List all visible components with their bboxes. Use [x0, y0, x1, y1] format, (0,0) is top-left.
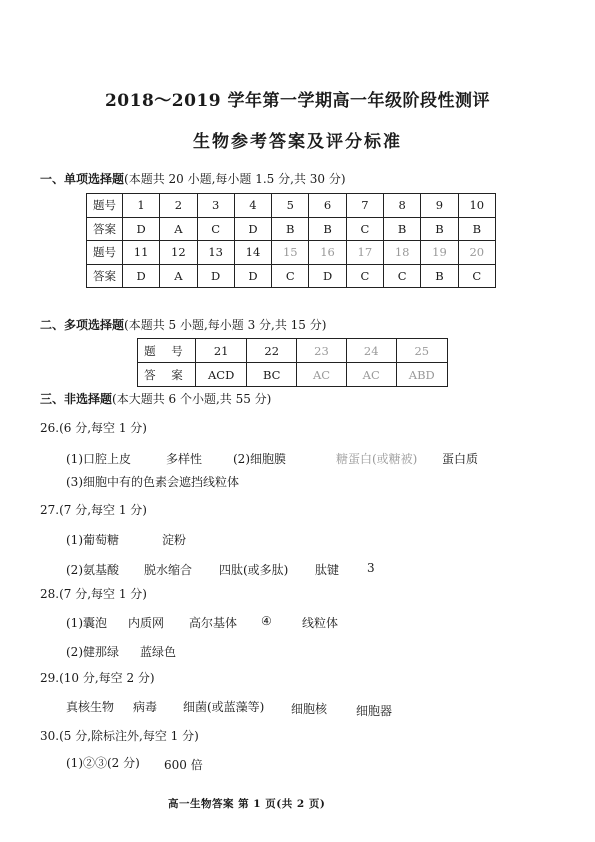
- q26-answer: 糖蛋白(或糖被): [336, 452, 418, 466]
- answer-cell: C: [346, 217, 383, 241]
- question-number: 18: [384, 241, 421, 265]
- answer-cell: D: [234, 264, 271, 288]
- question-number: 25: [396, 339, 447, 363]
- question-number: 2: [160, 194, 197, 218]
- q26-answer: 蛋白质: [442, 452, 479, 466]
- multiple-choice-answer-table: [137, 338, 448, 387]
- question-number: 15: [272, 241, 309, 265]
- q27-answer: (2)氨基酸: [66, 563, 119, 577]
- answer-cell: C: [272, 264, 309, 288]
- question-number: 6: [309, 194, 346, 218]
- answer-cell: D: [197, 264, 234, 288]
- page-title: 2018～2019 学年第一学期高一年级阶段性测评: [104, 91, 491, 111]
- q27-answer: 淀粉: [162, 533, 187, 547]
- answer-cell: ABD: [396, 363, 447, 387]
- section1-heading: [40, 170, 346, 187]
- table-row: [138, 339, 448, 363]
- q27-answer: 3: [367, 561, 375, 575]
- table-row: [87, 264, 496, 288]
- q28-answer: 线粒体: [302, 616, 339, 630]
- question-number: 24: [346, 339, 396, 363]
- answer-cell: A: [160, 217, 197, 241]
- row-label: 题号: [87, 194, 123, 218]
- answer-cell: C: [197, 217, 234, 241]
- question-number: 4: [234, 194, 271, 218]
- question-number: 13: [197, 241, 234, 265]
- section3-heading: [40, 390, 271, 407]
- section1-title: 一、单项选择题: [40, 172, 125, 186]
- question-number: 7: [346, 194, 383, 218]
- answer-cell: B: [272, 217, 309, 241]
- q26-answer: (3)细胞中有的色素会遮挡线粒体: [66, 475, 239, 489]
- answer-cell: B: [421, 264, 458, 288]
- q26-answer: (1)口腔上皮: [66, 452, 131, 466]
- question-number: 19: [421, 241, 458, 265]
- answer-cell: D: [122, 264, 159, 288]
- answer-cell: D: [122, 217, 159, 241]
- question-number: 23: [297, 339, 347, 363]
- q27-header: 27.(7 分,每空 1 分): [40, 503, 147, 517]
- table-row: [87, 217, 496, 241]
- answer-cell: C: [384, 264, 421, 288]
- question-number: 21: [195, 339, 246, 363]
- section3-title: 三、非选择题: [40, 392, 113, 406]
- answer-cell: B: [421, 217, 458, 241]
- single-choice-answer-table: [86, 193, 496, 288]
- q27-answer: 四肽(或多肽): [219, 563, 289, 577]
- q29-answer: 病毒: [133, 700, 158, 714]
- table-row: [138, 363, 448, 387]
- q28-header: 28.(7 分,每空 1 分): [40, 587, 147, 601]
- q28-answer: 内质网: [128, 616, 165, 630]
- q27-answer: 肽键: [315, 563, 340, 577]
- table-row: [87, 194, 496, 218]
- q26-header: 26.(6 分,每空 1 分): [40, 421, 147, 435]
- q26-answer: (2)细胞膜: [233, 452, 286, 466]
- answer-cell: C: [458, 264, 495, 288]
- question-number: 17: [346, 241, 383, 265]
- row-label: 答案: [87, 264, 123, 288]
- section2-heading: [40, 316, 326, 333]
- section2-title: 二、多项选择题: [40, 318, 125, 332]
- question-number: 12: [160, 241, 197, 265]
- section3-note: (本大题共 6 个小题,共 55 分): [112, 392, 272, 406]
- q28-answer: ④: [261, 614, 272, 628]
- question-number: 10: [458, 194, 495, 218]
- q29-answer: 细菌(或蓝藻等): [183, 700, 265, 714]
- question-number: 14: [234, 241, 271, 265]
- q29-answer: 细胞器: [356, 704, 393, 718]
- answer-cell: B: [384, 217, 421, 241]
- question-number: 3: [197, 194, 234, 218]
- q29-header: 29.(10 分,每空 2 分): [40, 671, 155, 685]
- question-number: 9: [421, 194, 458, 218]
- answer-cell: A: [160, 264, 197, 288]
- q28-answer: 蓝绿色: [140, 645, 177, 659]
- q27-answer: 脱水缩合: [144, 563, 193, 577]
- question-number: 22: [247, 339, 297, 363]
- answer-cell: B: [458, 217, 495, 241]
- q28-answer: 高尔基体: [189, 616, 238, 630]
- section1-note: (本题共 20 小题,每小题 1.5 分,共 30 分): [124, 172, 346, 186]
- q30-header: 30.(5 分,除标注外,每空 1 分): [40, 729, 199, 743]
- answer-cell: ACD: [195, 363, 246, 387]
- page-subtitle: 生物参考答案及评分标准: [193, 132, 402, 152]
- question-number: 11: [122, 241, 159, 265]
- question-number: 16: [309, 241, 346, 265]
- row-label: 题 号: [138, 339, 196, 363]
- page-footer: 高一生物答案 第 1 页(共 2 页): [168, 798, 326, 810]
- q28-answer: (1)囊泡: [66, 616, 107, 630]
- section2-note: (本题共 5 小题,每小题 3 分,共 15 分): [124, 318, 327, 332]
- q28-answer: (2)健那绿: [66, 645, 119, 659]
- answer-cell: BC: [247, 363, 297, 387]
- q29-answer: 细胞核: [291, 702, 328, 716]
- question-number: 8: [384, 194, 421, 218]
- q30-answer: (1)②③(2 分): [66, 756, 140, 770]
- row-label: 题号: [87, 241, 123, 265]
- question-number: 1: [122, 194, 159, 218]
- answer-cell: AC: [346, 363, 396, 387]
- answer-cell: B: [309, 217, 346, 241]
- q26-answer: 多样性: [166, 452, 203, 466]
- answer-cell: AC: [297, 363, 347, 387]
- question-number: 20: [458, 241, 495, 265]
- q27-answer: (1)葡萄糖: [66, 533, 119, 547]
- question-number: 5: [272, 194, 309, 218]
- row-label: 答 案: [138, 363, 196, 387]
- row-label: 答案: [87, 217, 123, 241]
- table-row: [87, 241, 496, 265]
- q29-answer: 真核生物: [66, 700, 115, 714]
- q30-answer: 600 倍: [164, 758, 203, 772]
- answer-cell: D: [234, 217, 271, 241]
- answer-cell: D: [309, 264, 346, 288]
- answer-cell: C: [346, 264, 383, 288]
